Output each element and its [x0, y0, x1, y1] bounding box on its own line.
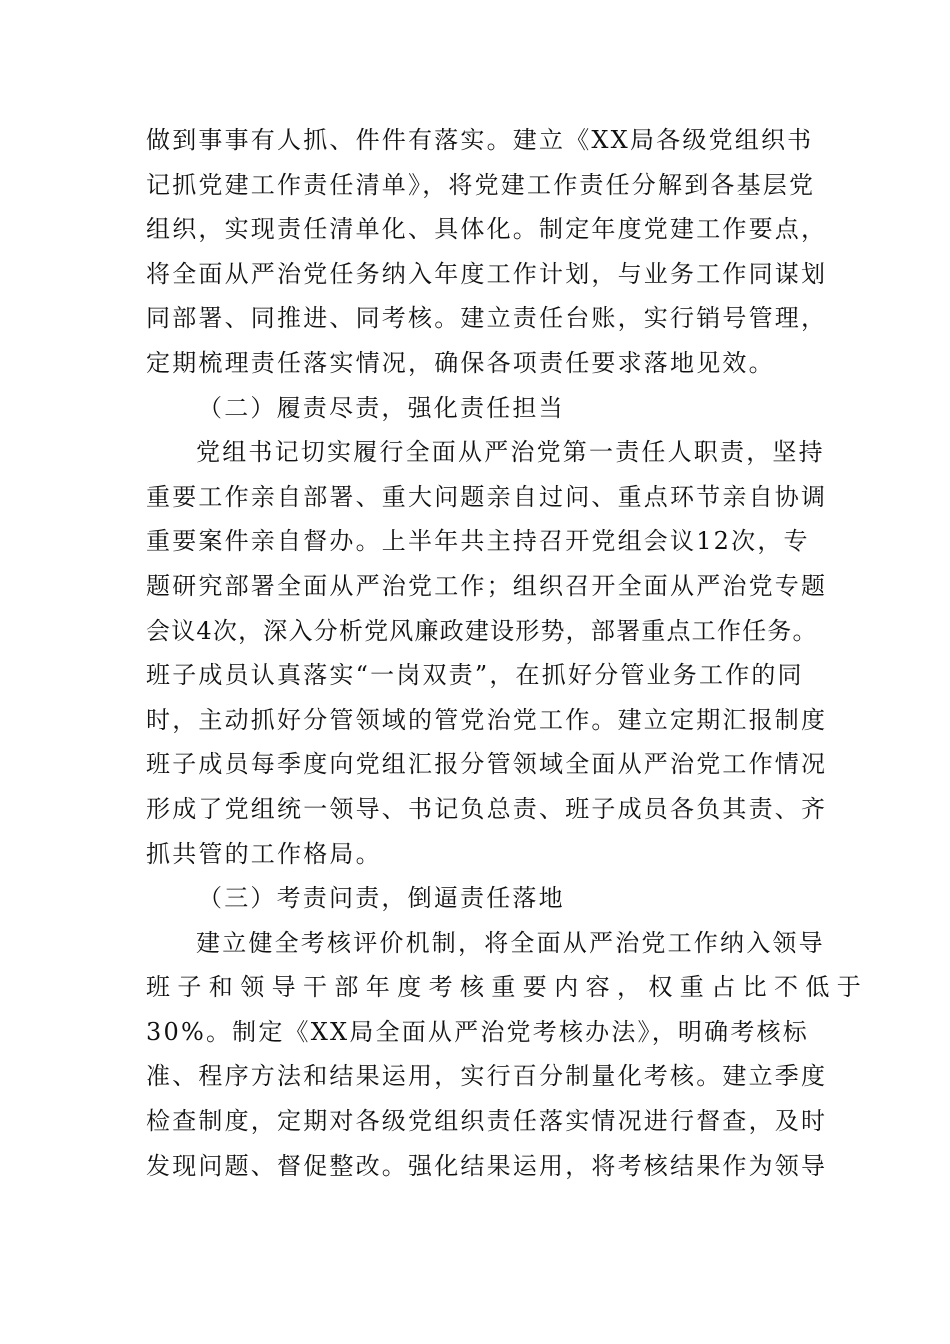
paragraph-line: 做到事事有人抓、件件有落实。建立《XX局各级党组织书 [146, 126, 814, 154]
section-heading-3: （三）考责问责，倒逼责任落地 [198, 884, 565, 913]
paragraph-line: 时，主动抓好分管领域的管党治党工作。建立定期汇报制度 [146, 705, 828, 734]
paragraph-line: 重要案件亲自督办。上半年共主持召开党组会议12次，专 [146, 527, 810, 556]
paragraph-line: 建立健全考核评价机制，将全面从严治党工作纳入领导 [196, 928, 825, 957]
paragraph-line: 将全面从严治党任务纳入年度工作计划，与业务工作同谋划 [146, 259, 828, 288]
paragraph-line: 记抓党建工作责任清单》，将党建工作责任分解到各基层党 [146, 170, 816, 199]
paragraph-line: 题研究部署全面从严治党工作；组织召开全面从严治党专题 [146, 571, 828, 600]
paragraph-line: 同部署、同推进、同考核。建立责任台账，实行销号管理， [146, 304, 828, 333]
paragraph-line: 形成了党组统一领导、书记负总责、班子成员各负其责、齐 [146, 794, 828, 823]
paragraph-line: 定期梳理责任落实情况，确保各项责任要求落地见效。 [146, 348, 775, 377]
document-body [146, 118, 869, 1188]
paragraph-line: 抓共管的工作格局。 [146, 839, 382, 868]
paragraph-line: 检查制度，定期对各级党组织责任落实情况进行督查，及时 [146, 1107, 828, 1136]
paragraph-line: 班子和领导干部年度考核重要内容，权重占比不低于 [146, 973, 869, 1002]
paragraph-line: 党组书记切实履行全面从严治党第一责任人职责，坚持 [196, 438, 825, 467]
paragraph-line: 组织，实现责任清单化、具体化。制定年度党建工作要点， [146, 215, 828, 244]
paragraph-line: 重要工作亲自部署、重大问题亲自过问、重点环节亲自协调 [146, 482, 828, 511]
paragraph-line: 发现问题、督促整改。强化结果运用，将考核结果作为领导 [146, 1151, 828, 1180]
paragraph-line: 准、程序方法和结果运用，实行百分制量化考核。建立季度 [146, 1062, 828, 1091]
paragraph-line: 班子成员每季度向党组汇报分管领域全面从严治党工作情况 [146, 750, 828, 779]
paragraph-line: 班子成员认真落实“一岗双责”，在抓好分管业务工作的同 [146, 661, 804, 690]
section-heading-2: （二）履责尽责，强化责任担当 [198, 393, 565, 422]
paragraph-line: 会议4次，深入分析党风廉政建设形势，部署重点工作任务。 [146, 616, 818, 645]
paragraph-line: 30%。制定《XX局全面从严治党考核办法》，明确考核标 [146, 1017, 809, 1046]
